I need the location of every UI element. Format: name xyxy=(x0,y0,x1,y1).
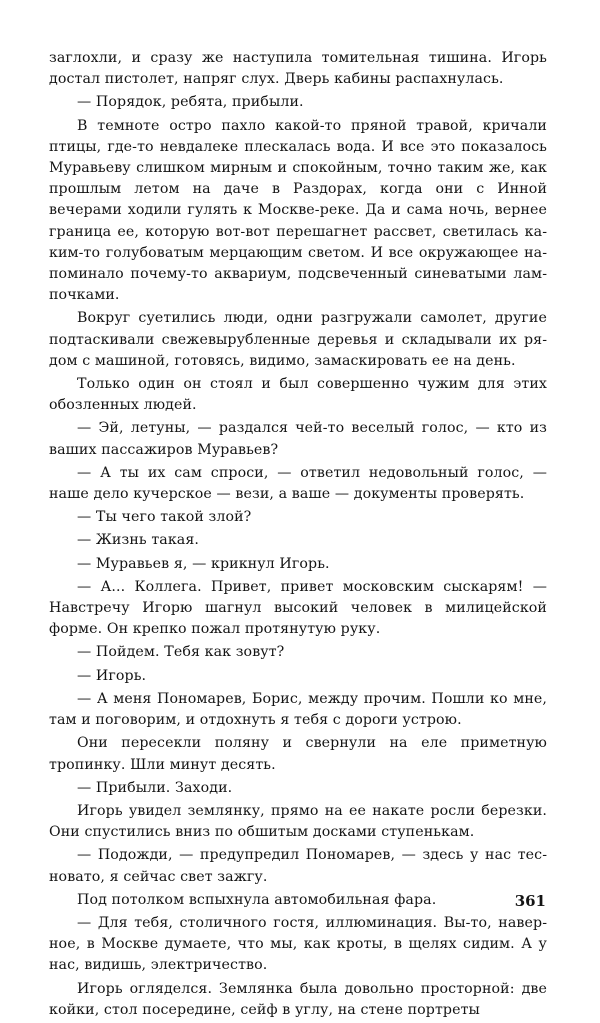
paragraph: — Эй, летуны, — раздался чей-то веселый голос, — кто из ваших пассажиров Муравьев? xyxy=(49,420,547,458)
paragraph: Они пересекли поляну и свернули на еле приметную тропинку. Шли минут десять. xyxy=(49,735,547,773)
paragraph: — Подожди, — предупредил Пономарев, — здесь у нас тесновато, я сейчас свет зажгу. xyxy=(49,847,547,885)
paragraph: — Порядок, ребята, прибыли. xyxy=(77,94,304,111)
paragraph: — А ты их сам спроси, — ответил недовольный голос, — наше дело кучерское — вези, а ваше — документы проверять. xyxy=(49,464,547,503)
paragraph: — Жизнь такая. xyxy=(77,532,200,549)
paragraph: — Муравьев я, — крикнул Игорь. xyxy=(77,555,330,572)
paragraph: заглохли, и сразу же наступила томительная тишина. Игорь достал пистолет, напряг слух. Дверь кабины распахнулась. xyxy=(49,50,547,88)
paragraph: — Прибыли. Заходи. xyxy=(77,779,233,796)
paragraph: В темноте остро пахло какой-то пряной травой, кричали птицы, где-то невдалеке плескалась вода. И все это показалось Муравьеву слишком мирным и спокойным, точно таким же, как прошлым летом на даче в Раздорах, когда они с Инной вечерами ходили гулять к Москве-реке. Да и сама ночь, вернее граница ее, которую вот-вот перешагнет рассвет, светилась каким-то голубоватым мерцающим светом. И все окружающее напоминало почему-то аквариум, подсвеченный синеватыми лампочками. xyxy=(49,117,547,304)
paragraph: — Игорь. xyxy=(77,667,147,684)
paragraph: Под потолком вспыхнула автомобильная фара. xyxy=(77,891,437,908)
paragraph: Игорь огляделся. Землянка была довольно просторной: две койки, стол посередине, сейф в углу, на стене портреты xyxy=(49,980,547,1018)
paragraph: — Пойдем. Тебя как зовут? xyxy=(77,644,285,661)
page-number: 361 xyxy=(514,892,546,910)
page-text xyxy=(49,48,547,1023)
paragraph: — Для тебя, столичного гостя, иллюминация. Вы-то, наверное, в Москве думаете, что мы, как кроты, в щелях сидим. А у нас, видишь, электричество. xyxy=(49,914,547,974)
paragraph: Игорь увидел землянку, прямо на ее накате росли березки. Они спустились вниз по обшитым досками ступенькам. xyxy=(49,802,547,841)
paragraph: — Ты чего такой злой? xyxy=(77,509,252,526)
paragraph: — А меня Пономарев, Борис, между прочим. Пошли ко мне, там и поговорим, и отдохнуть я тебя с дороги устрою. xyxy=(49,690,547,729)
paragraph: Вокруг суетились люди, одни разгружали самолет, другие подтаскивали свежевырубленные деревья и складывали их рядом с машиной, готовясь, видимо, замаскировать ее на день. xyxy=(49,310,547,369)
paragraph: Только один он стоял и был совершенно чужим для этих обозленных людей. xyxy=(49,376,547,414)
paragraph: — А... Коллега. Привет, привет московским сыскарям! — Навстречу Игорю шагнул высокий человек в милицейской форме. Он крепко пожал протянутую руку. xyxy=(49,578,547,638)
